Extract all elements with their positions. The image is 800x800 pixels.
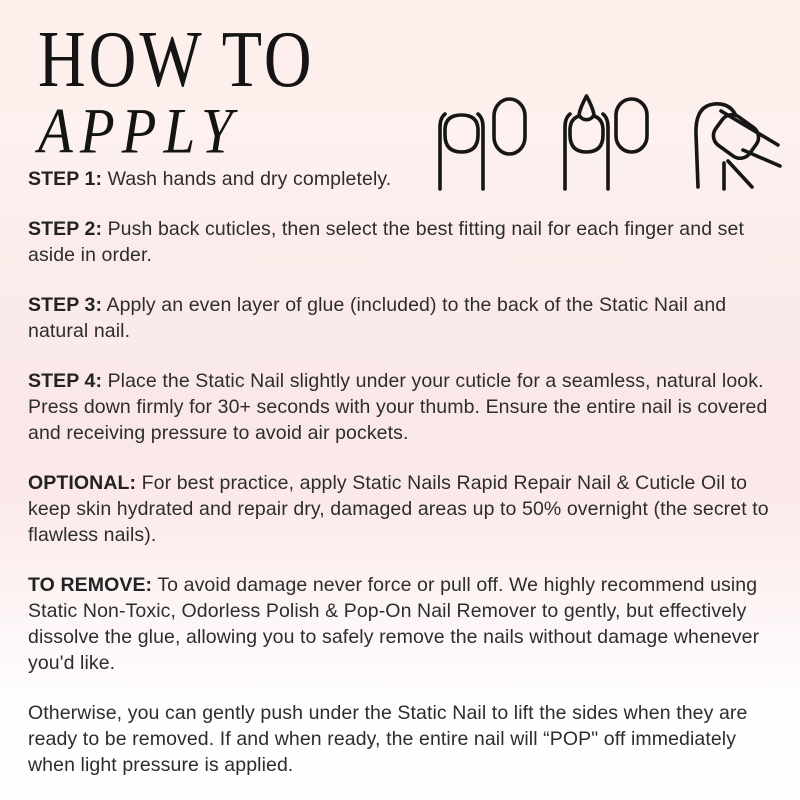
step-4-label: STEP 4: [28, 370, 103, 392]
instruction-step-3 [28, 292, 776, 344]
glue-drop-icon [579, 96, 594, 120]
instruction-step-2 [28, 216, 776, 268]
step-3-text: Apply an even layer of glue (included) to the back of the Static Nail and natural nail. [28, 294, 727, 342]
instruction-optional [28, 470, 776, 548]
press-on-nail-icon [616, 99, 647, 152]
page-title: HOW TO [38, 15, 315, 105]
instructions [28, 166, 776, 800]
page-subtitle: APPLY [38, 95, 240, 168]
press-on-nail-icon [494, 99, 525, 154]
instruction-otherwise [28, 700, 776, 778]
header [38, 15, 315, 168]
instruction-step-1 [28, 166, 776, 192]
step-2-label: STEP 2: [28, 218, 103, 240]
otherwise-text: Otherwise, you can gently push under the Static Nail to lift the sides when they are ready to be removed. If and when ready, the entire nail will “POP" off immediately when light pressure is applied. [28, 702, 748, 776]
to-remove-label: TO REMOVE: [28, 574, 153, 596]
step-1-label: STEP 1: [28, 168, 103, 190]
optional-text: For best practice, apply Static Nails Rapid Repair Nail & Cuticle Oil to keep skin hydrated and repair dry, damaged areas up to 50% overnight (the secret to flawless nails). [28, 472, 769, 546]
instruction-step-4 [28, 368, 776, 446]
step-2-text: Push back cuticles, then select the best fitting nail for each finger and set aside in order. [28, 218, 744, 266]
step-3-label: STEP 3: [28, 294, 103, 316]
step-1-text: Wash hands and dry completely. [107, 168, 392, 190]
instruction-to-remove [28, 572, 776, 676]
optional-label: OPTIONAL: [28, 472, 137, 494]
step-4-text: Place the Static Nail slightly under your cuticle for a seamless, natural look. Press down firmly for 30+ seconds with your thumb. Ensure the entire nail is covered and receiving pressure to avoid air pockets. [28, 370, 768, 444]
to-remove-text: To avoid damage never force or pull off. We highly recommend using Static Non-Toxic, Odorless Polish & Pop-On Nail Remover to gently, but effectively dissolve the glue, allowing you to safely remove the nails without damage whenever you'd like. [28, 574, 760, 674]
